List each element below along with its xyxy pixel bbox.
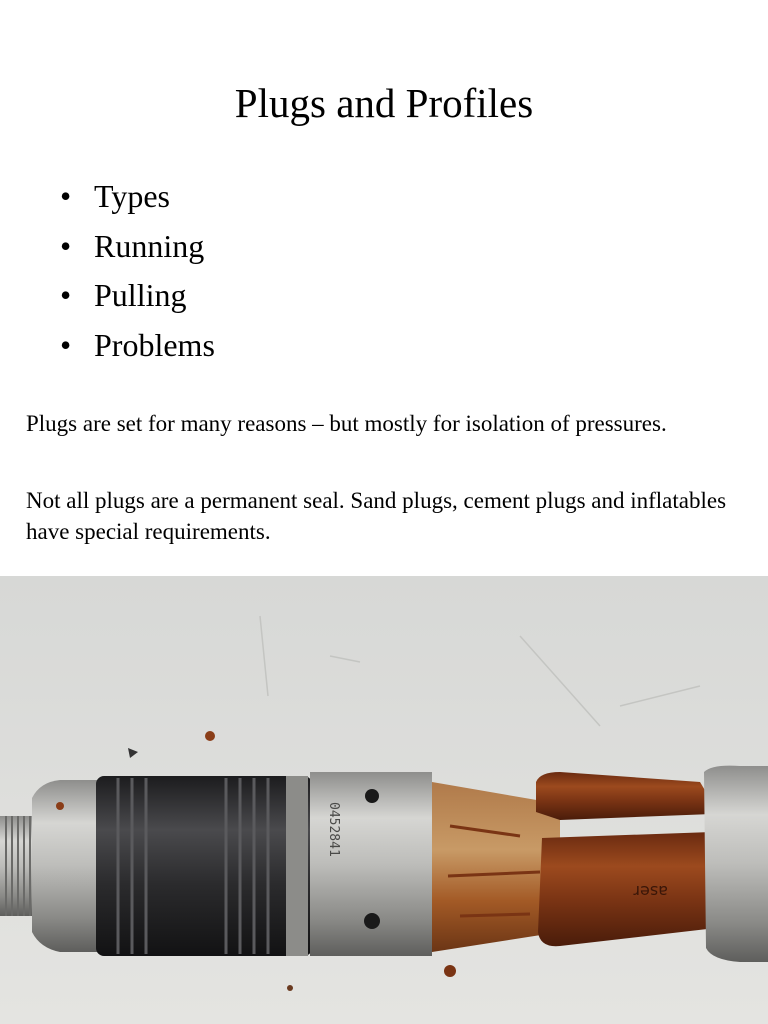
slide-title: Plugs and Profiles: [234, 80, 534, 126]
bullet-dot-icon: •: [60, 227, 72, 264]
stamped-brand: aser: [633, 882, 668, 901]
bullet-text: Problems: [94, 326, 215, 363]
paragraph-purpose: Plugs are set for many reasons – but mostly for isolation of pressures.: [26, 411, 667, 436]
bullet-dot-icon: •: [60, 277, 72, 313]
bullet-dot-icon: •: [60, 178, 72, 214]
threaded-end: [0, 816, 36, 916]
bullet-item: [60, 271, 215, 321]
bullet-item: [60, 172, 215, 222]
bullet-item: [60, 222, 215, 272]
bullet-text: Running: [94, 227, 205, 264]
stamped-serial: 0452841: [326, 802, 341, 857]
plug-tool-photo: [0, 576, 768, 1024]
paragraph-seal-note: Not all plugs are a permanent seal. Sand plugs, cement plugs and inflatables have special requirements.: [26, 488, 727, 544]
bullet-list: [60, 172, 215, 370]
bullet-text: Types: [94, 178, 170, 214]
bullet-text: Pulling: [94, 277, 187, 313]
bullet-dot-icon: •: [60, 326, 72, 363]
bullet-item: [60, 321, 215, 371]
